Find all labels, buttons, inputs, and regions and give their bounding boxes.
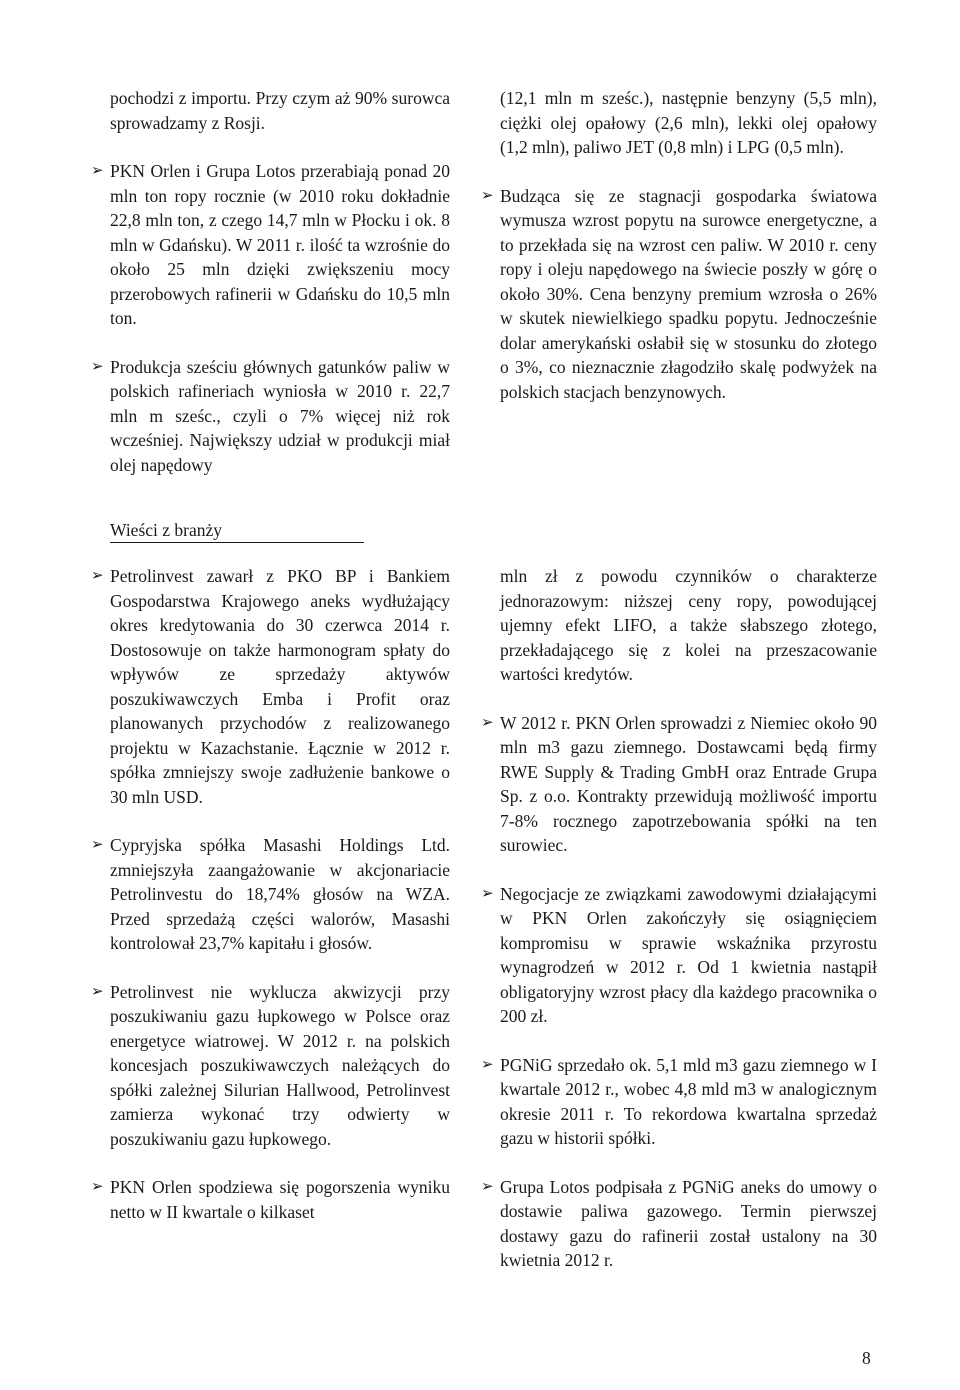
arrow-bullet-icon: ➢ <box>91 1179 104 1195</box>
paragraph: mln zł z powodu czynników o charakterze jednorazowym: niższej ceny ropy, powodującej ujemny efekt LIFO, a także słabszego złotego, przekładającego się z kolei na przeszacowanie wartości kredytów. <box>500 566 877 684</box>
arrow-bullet-icon: ➢ <box>91 837 104 853</box>
arrow-bullet-icon: ➢ <box>91 983 104 1000</box>
bullet-item: ➢ Grupa Lotos podpisała z PGNiG aneks do umowy o dostawie paliwa gazowego. Termin pierwszej dostawy gazu do rafinerii został ustalony na 30 kwietnia 2012 r. <box>481 1176 877 1270</box>
page-number: 8 <box>862 1348 871 1368</box>
bullet-item: ➢ W 2012 r. PKN Orlen sprowadzi z Niemiec około 90 mln m3 gazu ziemnego. Dostawcami będą firmy RWE Supply & Trading GmbH oraz Entrade Grupa Sp. z o.o. Kontrakty przewidują możliwość importu 7-8% rocznego zapotrzebowania spółki na ten surowiec. <box>481 712 877 855</box>
column-top-right <box>481 86 877 404</box>
arrow-bullet-icon: ➢ <box>481 714 494 731</box>
bullet-item: ➢ Budząca się ze stagnacji gospodarka światowa wymusza wzrost popytu na surowce energetyczne, a to przekłada się na wzrost cen paliw. W 2010 r. ceny ropy i oleju napędowego na świecie poszły w górę o około 30%. Cena benzyny premium wzrosła o 26% w skutek niewielkiego spadku popytu. Jednocześnie dolar amerykański osłabił się w stosunku do złotego o 3%, co nieznacznie złagodziło skalę podwyżek na polskich stacjach benzynowych. <box>481 185 877 402</box>
bullet-item: ➢ Petrolinvest zawarł z PKO BP i Bankiem Gospodarstwa Krajowego aneks wydłużający okres kredytowania do 30 czerwca 2014 r. Dostosowuje on także harmonogram spłaty do wpływów ze sprzedaży aktywów poszukiwawczych Emba i Profit oraz planowanych przychodów z realizowanego projektu w Kazachstanie. Łącznie w 2012 r. spółka zmniejszy swoje zadłużenie bankowe o 30 mln USD. <box>91 566 450 807</box>
column-bottom-left <box>91 564 450 1224</box>
arrow-bullet-icon: ➢ <box>481 885 494 902</box>
bullet-item: ➢ PGNiG sprzedało ok. 5,1 mld m3 gazu ziemnego w I kwartale 2012 r., wobec 4,8 mld m3 w analogicznym okresie 2011 r. To rekordowa kwartalna sprzedaż gazu w historii spółki. <box>481 1054 877 1148</box>
column-top-left <box>91 86 450 477</box>
section-title: Wieści z branży <box>110 518 364 543</box>
bullet-item: ➢ Negocjacje ze związkami zawodowymi działającymi w PKN Orlen zakończyły się osiągnięciem kompromisu w sprawie wskaźnika przyrostu wynagrodzeń w 2012 r. Od 1 kwietnia nastąpił obligatoryjny wzrost płacy dla każdego pracownika o 200 zł. <box>481 883 877 1026</box>
bullet-item: ➢ Cypryjska spółka Masashi Holdings Ltd. zmniejszyła zaangażowanie w akcjonariacie Petrolinvestu do 18,74% głosów na WZA. Przed sprzedażą części walorów, Masashi kontrolował 23,7% kapitału i głosów. <box>91 835 450 953</box>
arrow-bullet-icon: ➢ <box>91 163 104 179</box>
column-bottom-right <box>481 564 877 1273</box>
arrow-bullet-icon: ➢ <box>481 1056 494 1073</box>
paragraph: pochodzi z importu. Przy czym aż 90% surowca sprowadzamy z Rosji. <box>110 88 450 133</box>
arrow-bullet-icon: ➢ <box>91 568 104 584</box>
bullet-item: ➢ PKN Orlen i Grupa Lotos przerabiają ponad 20 mln ton ropy rocznie (w 2010 roku dokładnie 22,8 mln ton, z czego 14,7 mln w Płocku i ok. 8 mln w Gdańsku). W 2011 r. ilość ta wzrośnie do około 25 mln dzięki zwiększeniu mocy przerobowych rafinerii w Gdańsku do 10,5 mln ton. <box>91 161 450 328</box>
arrow-bullet-icon: ➢ <box>91 358 104 375</box>
arrow-bullet-icon: ➢ <box>481 187 494 204</box>
bullet-item: ➢ Petrolinvest nie wyklucza akwizycji przy poszukiwaniu gazu łupkowego w Polsce oraz energetyce wiatrowej. W 2012 r. na polskich koncesjach poszukiwawczych należących do spółki zależnej Silurian Hallwood, Petrolinvest zamierza wykonać trzy odwierty w poszukiwaniu gazu łupkowego. <box>91 981 450 1149</box>
bullet-item: ➢ Produkcja sześciu głównych gatunków paliw w polskich rafineriach wyniosła w 2010 r. 22,7 mln m sześc., czyli o 7% więcej niż rok wcześniej. Największy udział w produkcji miał olej napędowy <box>91 356 450 475</box>
paragraph: (12,1 mln m sześc.), następnie benzyny (5,5 mln), ciężki olej opałowy (2,6 mln), lekki olej opałowy (1,2 mln), paliwo JET (0,8 mln) i LPG (0,5 mln). <box>500 88 877 157</box>
arrow-bullet-icon: ➢ <box>481 1178 494 1195</box>
bullet-item: ➢ PKN Orlen spodziewa się pogorszenia wyniku netto w II kwartale o kilkaset <box>91 1177 450 1222</box>
